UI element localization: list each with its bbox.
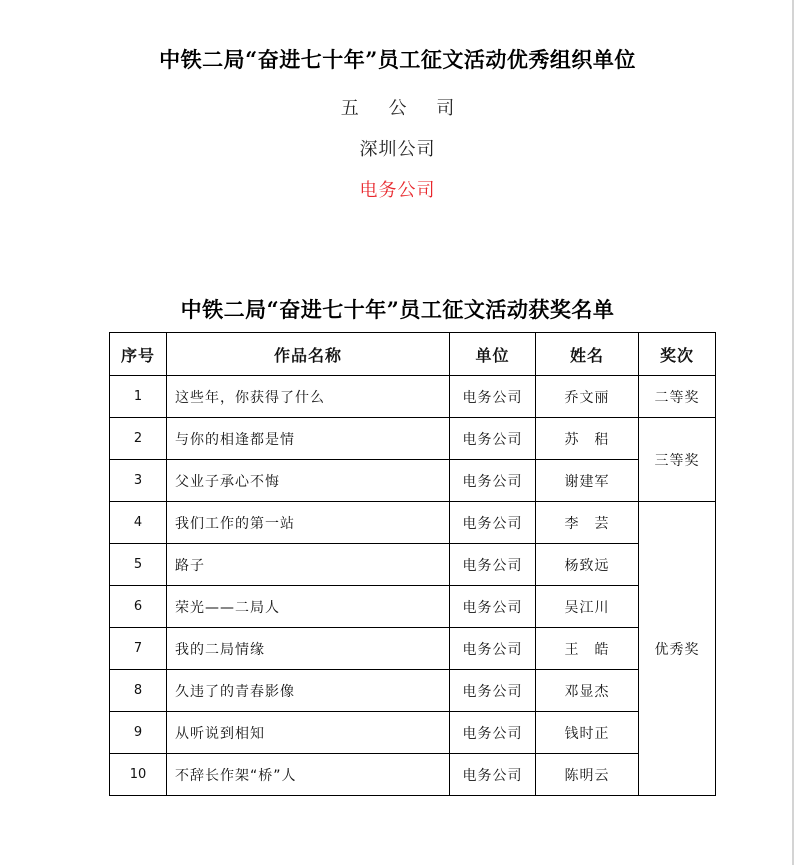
index-cell: 10 <box>110 754 167 796</box>
table-header-row <box>110 333 716 376</box>
table-row <box>110 544 716 586</box>
table-row <box>110 418 716 460</box>
index-cell: 2 <box>110 418 167 460</box>
work-title-cell: 我的二局情缘 <box>167 628 450 670</box>
header-index: 序号 <box>110 333 167 376</box>
award-table <box>109 332 716 796</box>
index-cell: 6 <box>110 586 167 628</box>
header-name: 姓名 <box>536 333 639 376</box>
name-cell: 钱时正 <box>536 712 639 754</box>
work-title-cell: 路子 <box>167 544 450 586</box>
table-row <box>110 670 716 712</box>
index-cell: 7 <box>110 628 167 670</box>
work-title-cell: 久违了的青春影像 <box>167 670 450 712</box>
unit-cell: 电务公司 <box>450 628 536 670</box>
organization-item-highlighted: 电务公司 <box>359 180 436 201</box>
table-row <box>110 460 716 502</box>
unit-cell: 电务公司 <box>450 502 536 544</box>
work-title-cell: 这些年，你获得了什么 <box>167 376 450 418</box>
work-title-cell: 不辞长作架“桥”人 <box>167 754 450 796</box>
table-row <box>110 586 716 628</box>
table-row <box>110 502 716 544</box>
index-cell: 8 <box>110 670 167 712</box>
index-cell: 3 <box>110 460 167 502</box>
work-title-cell: 荣光——二局人 <box>167 586 450 628</box>
organizations-section-title: 中铁二局“奋进七十年”员工征文活动优秀组织单位 <box>159 47 636 72</box>
name-cell: 吴江川 <box>536 586 639 628</box>
award-cell: 二等奖 <box>639 376 716 418</box>
name-cell: 陈明云 <box>536 754 639 796</box>
unit-cell: 电务公司 <box>450 670 536 712</box>
unit-cell: 电务公司 <box>450 586 536 628</box>
header-award: 奖次 <box>639 333 716 376</box>
name-cell: 邓显杰 <box>536 670 639 712</box>
header-unit: 单位 <box>450 333 536 376</box>
unit-cell: 电务公司 <box>450 460 536 502</box>
unit-cell: 电务公司 <box>450 376 536 418</box>
table-row <box>110 754 716 796</box>
unit-cell: 电务公司 <box>450 754 536 796</box>
index-cell: 9 <box>110 712 167 754</box>
index-cell: 5 <box>110 544 167 586</box>
work-title-cell: 父业子承心不悔 <box>167 460 450 502</box>
name-cell: 王 皓 <box>536 628 639 670</box>
header-work-title: 作品名称 <box>167 333 450 376</box>
unit-cell: 电务公司 <box>450 712 536 754</box>
organization-item: 深圳公司 <box>359 139 436 160</box>
organization-item: 五 公 司 <box>340 98 467 119</box>
name-cell: 杨致远 <box>536 544 639 586</box>
table-row <box>110 628 716 670</box>
name-cell: 李 芸 <box>536 502 639 544</box>
index-cell: 1 <box>110 376 167 418</box>
award-cell: 三等奖 <box>639 418 716 502</box>
work-title-cell: 我们工作的第一站 <box>167 502 450 544</box>
name-cell: 苏 稆 <box>536 418 639 460</box>
award-list-title: 中铁二局“奋进七十年”员工征文活动获奖名单 <box>180 297 615 322</box>
index-cell: 4 <box>110 502 167 544</box>
table-row <box>110 712 716 754</box>
table-row <box>110 376 716 418</box>
award-cell: 优秀奖 <box>639 502 716 796</box>
organization-list <box>0 88 795 211</box>
name-cell: 乔文丽 <box>536 376 639 418</box>
work-title-cell: 与你的相逢都是情 <box>167 418 450 460</box>
name-cell: 谢建军 <box>536 460 639 502</box>
work-title-cell: 从听说到相知 <box>167 712 450 754</box>
unit-cell: 电务公司 <box>450 418 536 460</box>
unit-cell: 电务公司 <box>450 544 536 586</box>
